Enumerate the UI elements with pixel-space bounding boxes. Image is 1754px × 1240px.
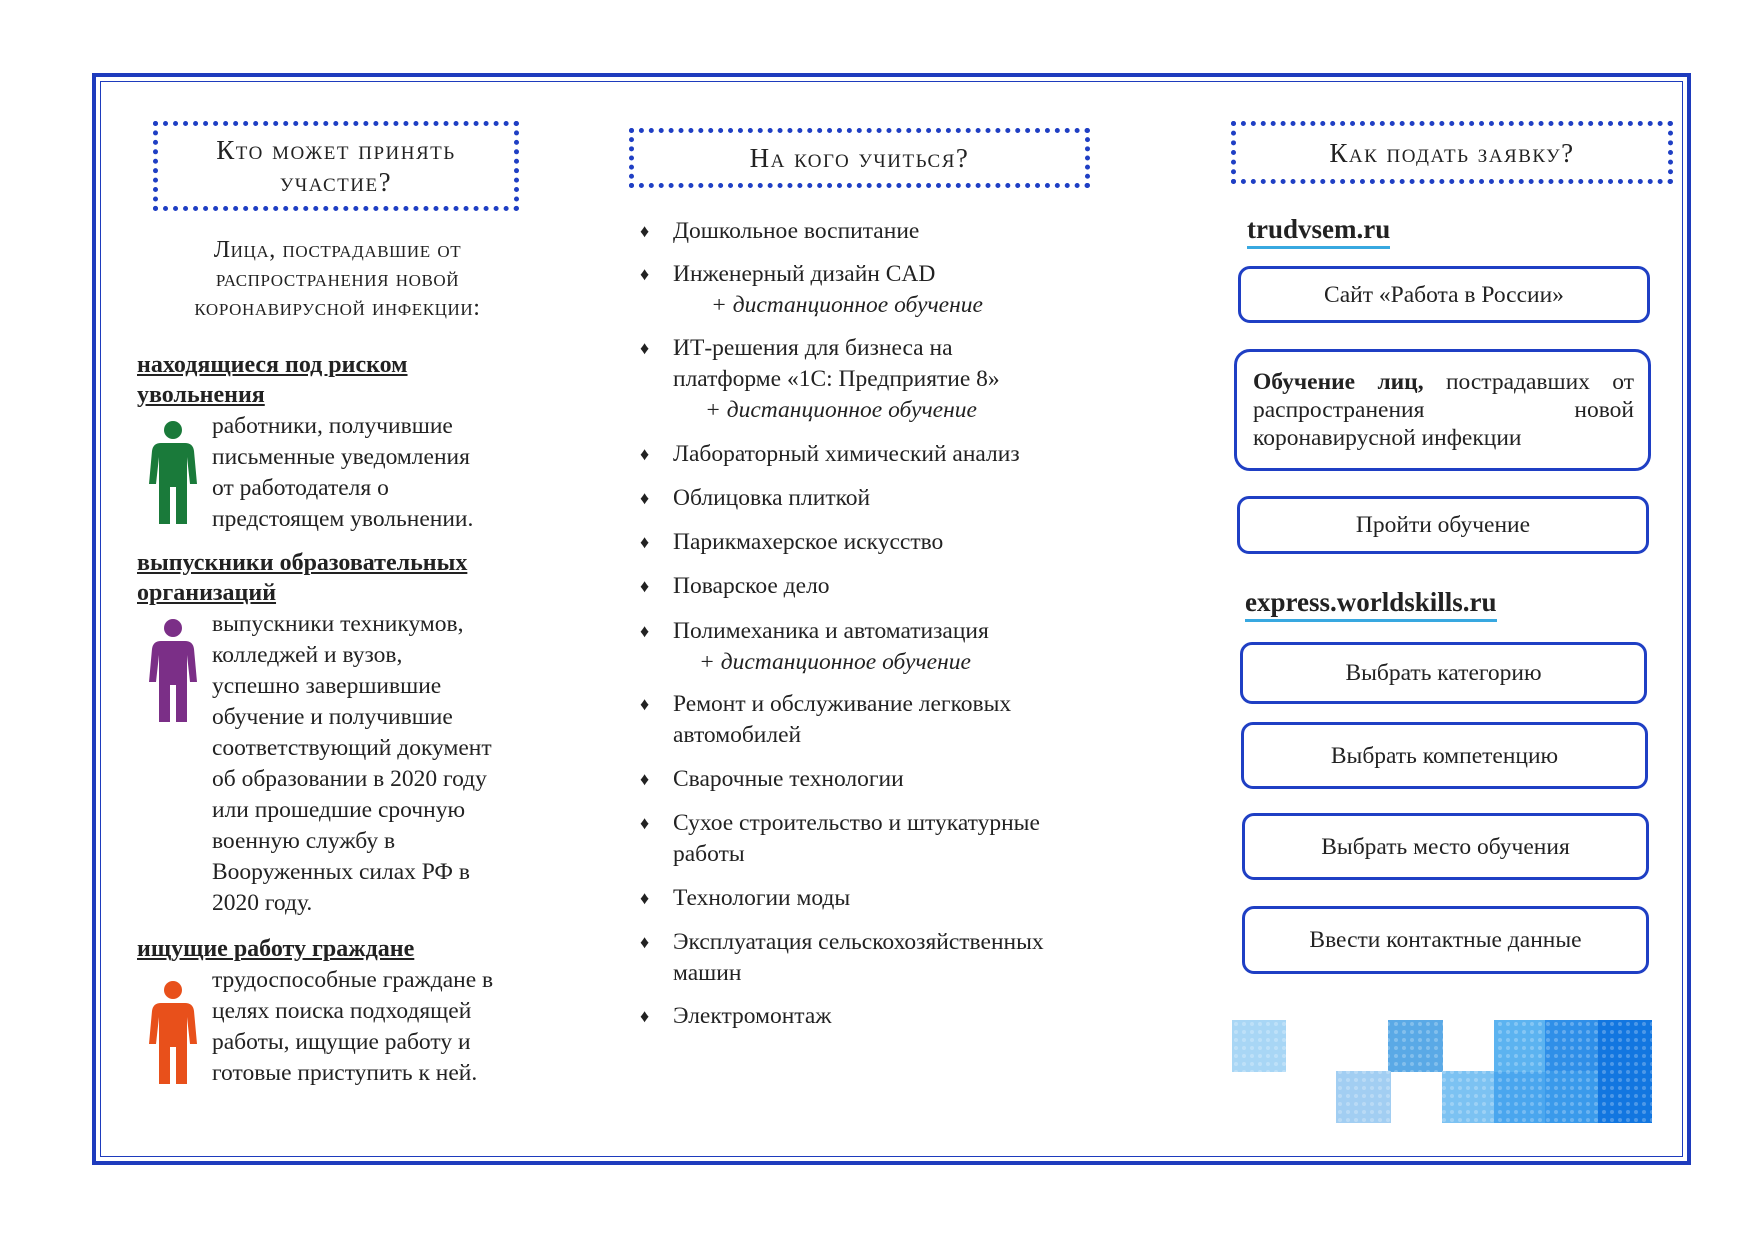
- list-item: [640, 333, 1098, 426]
- text-line: 2020 году.: [212, 890, 313, 916]
- list-item: [640, 527, 1098, 558]
- text-line: от работодателя о: [212, 475, 389, 501]
- site-worldskills-link[interactable]: express.worldskills.ru: [1245, 586, 1497, 622]
- course-name: машин: [673, 960, 742, 986]
- info-bold-text: Обучение лиц,: [1253, 369, 1424, 395]
- diamond-bullet-icon: ♦: [640, 576, 650, 596]
- group-title-layoff-risk: [137, 350, 408, 410]
- diamond-bullet-icon: ♦: [640, 621, 650, 641]
- course-name: Электромонтаж: [673, 1003, 832, 1029]
- list-item: [640, 439, 1098, 470]
- step-button-rabota-v-rossii[interactable]: Сайт «Работа в России»: [1238, 266, 1650, 323]
- text-line: работники, получившие: [212, 413, 453, 439]
- group-text-job-seekers: [212, 965, 542, 1089]
- list-item: [640, 616, 1098, 678]
- left-title-box: [153, 121, 519, 211]
- course-name: Сварочные технологии: [673, 766, 904, 792]
- list-item: [640, 689, 1098, 751]
- person-icon: [146, 618, 200, 722]
- step-button-take-training[interactable]: Пройти обучение: [1237, 496, 1649, 554]
- course-name: Парикмахерское искусство: [673, 529, 944, 555]
- course-name: Дошкольное воспитание: [673, 218, 920, 244]
- diamond-bullet-icon: ♦: [640, 221, 650, 241]
- course-name: платформе «1С: Предприятие 8»: [673, 366, 1000, 392]
- course-name: Инженерный дизайн CAD: [673, 261, 936, 287]
- person-icon: [146, 980, 200, 1084]
- diamond-bullet-icon: ♦: [640, 488, 650, 508]
- diamond-bullet-icon: ♦: [640, 264, 650, 284]
- list-item: [640, 259, 1098, 321]
- site-trudvsem-link[interactable]: trudvsem.ru: [1247, 213, 1390, 249]
- diamond-bullet-icon: ♦: [640, 694, 650, 714]
- course-name: автомобилей: [673, 722, 802, 748]
- text-line: об образовании в 2020 году: [212, 766, 487, 792]
- intro-line-3: коронавирусной инфекции:: [194, 295, 481, 321]
- list-item: [640, 764, 1098, 795]
- middle-title: На кого учиться?: [749, 143, 970, 173]
- decorative-pixel-mosaic: [1232, 1020, 1652, 1123]
- list-item: [640, 483, 1098, 514]
- course-name: Лабораторный химический анализ: [673, 441, 1020, 467]
- group-text-graduates: [212, 609, 542, 919]
- course-name: Сухое строительство и штукатурные: [673, 810, 1040, 836]
- course-name: работы: [673, 841, 745, 867]
- group-title-graduates: [137, 548, 467, 608]
- list-item: [640, 808, 1098, 870]
- left-title-line-2: участие?: [279, 167, 393, 197]
- text-line: соответствующий документ: [212, 735, 492, 761]
- text-line: целях поиска подходящей: [212, 998, 472, 1024]
- diamond-bullet-icon: ♦: [640, 813, 650, 833]
- course-name: Эксплуатация сельскохозяйственных: [673, 929, 1044, 955]
- text-line: военную службу в: [212, 828, 396, 854]
- group-text-layoff-risk: [212, 411, 542, 535]
- step-info-training-covid: [1234, 349, 1651, 471]
- diamond-bullet-icon: ♦: [640, 532, 650, 552]
- step-button-choose-category[interactable]: Выбрать категорию: [1240, 642, 1647, 704]
- intro-line-2: распространения новой: [215, 266, 460, 292]
- list-item: [640, 883, 1098, 914]
- group-title-line: находящиеся под риском: [137, 352, 408, 378]
- list-item: [640, 571, 1098, 602]
- list-item: [640, 1001, 1098, 1032]
- course-note: + дистанционное обучение: [705, 397, 977, 423]
- text-line: успешно завершившие: [212, 673, 442, 699]
- course-name: Облицовка плиткой: [673, 485, 871, 511]
- text-line: или прошедшие срочную: [212, 797, 466, 823]
- text-line: выпускники техникумов,: [212, 611, 464, 637]
- course-name: Технологии моды: [673, 885, 851, 911]
- diamond-bullet-icon: ♦: [640, 1006, 650, 1026]
- step-button-enter-contacts[interactable]: Ввести контактные данные: [1242, 906, 1649, 974]
- course-name: Поварское дело: [673, 573, 830, 599]
- text-line: готовые приступить к ней.: [212, 1060, 478, 1086]
- step-button-choose-place[interactable]: Выбрать место обучения: [1242, 813, 1649, 880]
- text-line: колледжей и вузов,: [212, 642, 403, 668]
- step-button-choose-competence[interactable]: Выбрать компетенцию: [1241, 722, 1648, 789]
- right-title-box: [1231, 121, 1673, 184]
- text-line: работы, ищущие работу и: [212, 1029, 471, 1055]
- middle-title-box: [629, 128, 1090, 188]
- text-line: обучение и получившие: [212, 704, 453, 730]
- eligibility-intro: [145, 236, 530, 323]
- diamond-bullet-icon: ♦: [640, 932, 650, 952]
- group-title-line: увольнения: [137, 382, 265, 408]
- left-title-line-1: Кто может принять: [216, 135, 456, 165]
- info-text: пострадавших от распространения новой коронавирусной инфекции: [1253, 369, 1634, 451]
- text-line: трудоспособные граждане в: [212, 967, 494, 993]
- diamond-bullet-icon: ♦: [640, 769, 650, 789]
- course-note: + дистанционное обучение: [711, 292, 983, 318]
- diamond-bullet-icon: ♦: [640, 444, 650, 464]
- list-item: [640, 927, 1098, 989]
- course-name: Ремонт и обслуживание легковых: [673, 691, 1012, 717]
- group-title-line: организаций: [137, 580, 277, 606]
- list-item: [640, 216, 1098, 247]
- intro-line-1: Лица, пострадавшие от: [213, 237, 462, 263]
- group-title-job-seekers: [137, 934, 414, 964]
- diamond-bullet-icon: ♦: [640, 888, 650, 908]
- course-name: ИТ-решения для бизнеса на: [673, 335, 953, 361]
- right-title: Как подать заявку?: [1329, 137, 1575, 168]
- text-line: письменные уведомления: [212, 444, 470, 470]
- group-title-line: ищущие работу граждане: [137, 936, 415, 962]
- course-note: + дистанционное обучение: [699, 649, 971, 675]
- group-title-line: выпускники образовательных: [137, 550, 468, 576]
- text-line: предстоящем увольнении.: [212, 506, 474, 532]
- person-icon: [146, 420, 200, 524]
- diamond-bullet-icon: ♦: [640, 338, 650, 358]
- text-line: Вооруженных силах РФ в: [212, 859, 470, 885]
- course-name: Полимеханика и автоматизация: [673, 618, 989, 644]
